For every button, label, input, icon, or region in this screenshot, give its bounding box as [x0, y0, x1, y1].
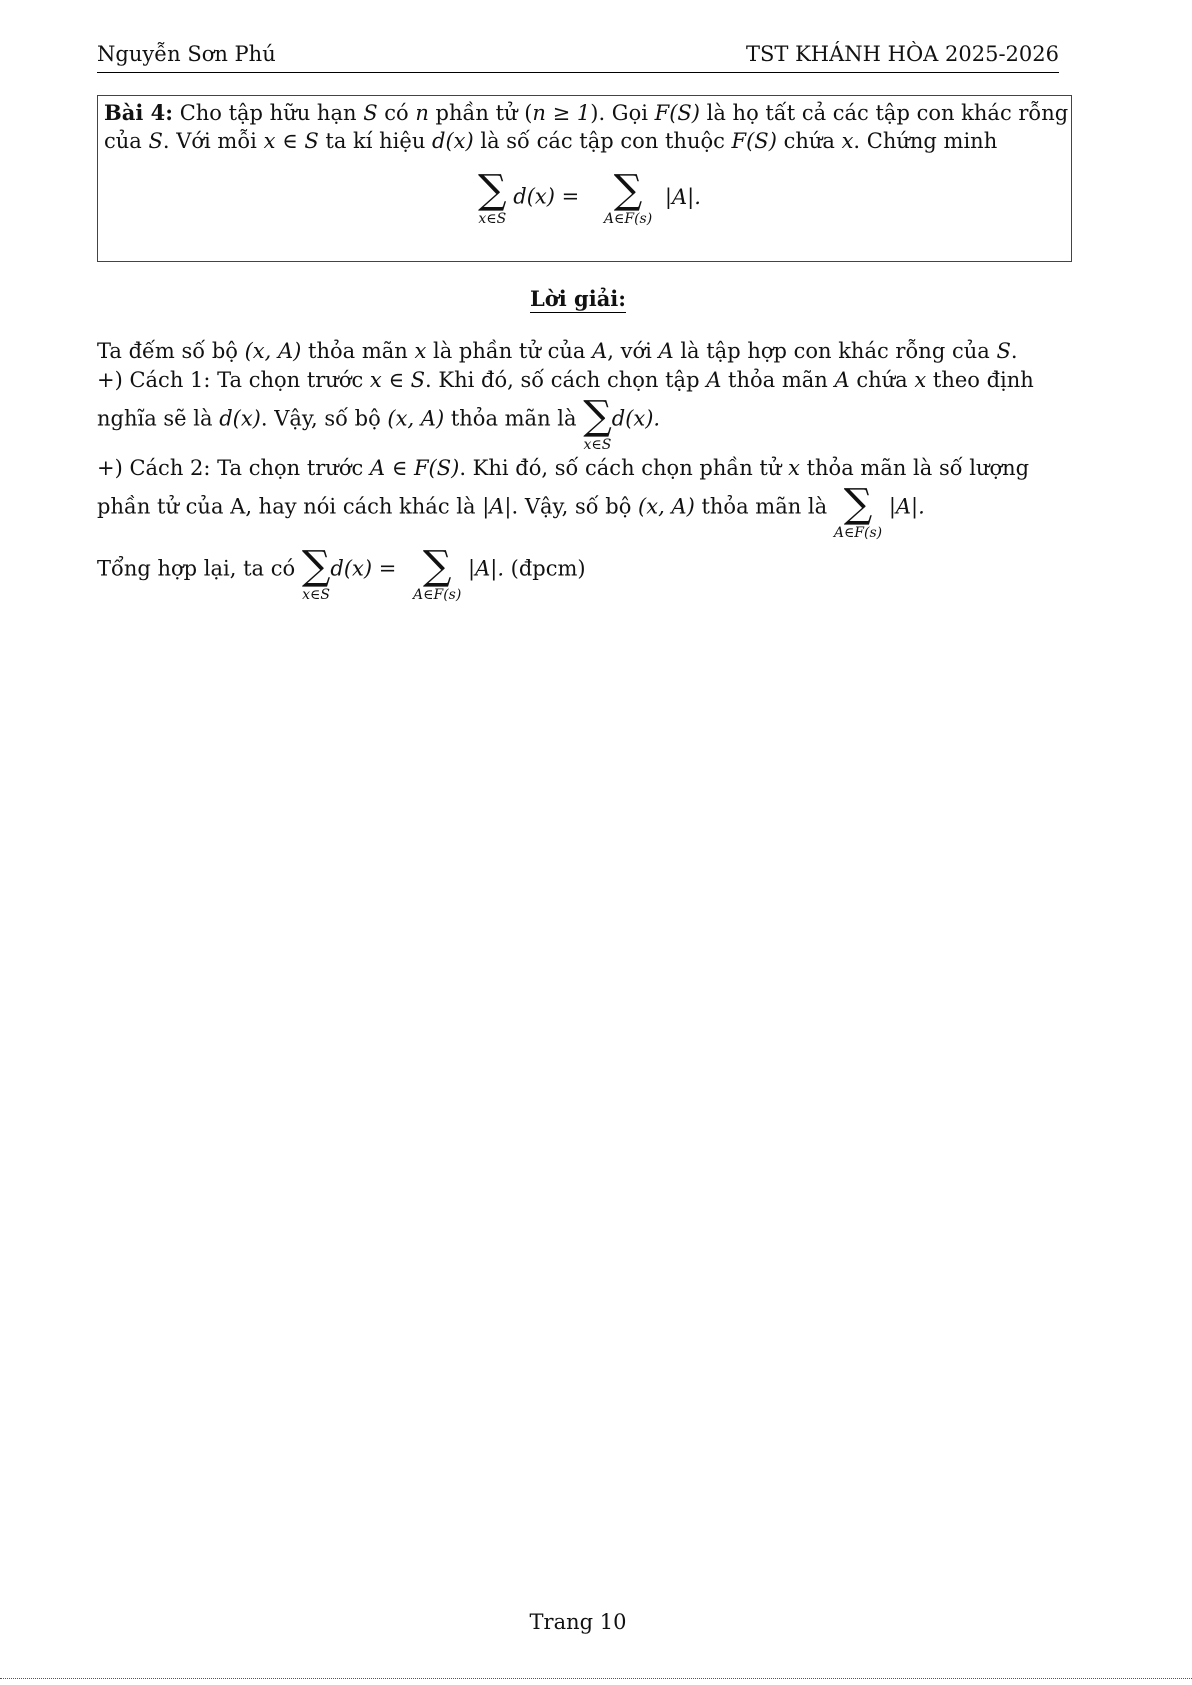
- sum-symbol: ∑ A∈F(s): [833, 481, 883, 541]
- text: phần tử (: [428, 101, 533, 125]
- page-header: [97, 42, 1059, 73]
- problem-box: [97, 95, 1072, 262]
- page-number: Trang 10: [529, 1610, 627, 1634]
- problem-formula: [478, 167, 701, 227]
- text: ta kí hiệu: [318, 129, 433, 153]
- author-name: Nguyễn Sơn Phú: [97, 42, 276, 66]
- text: là họ tất cả các tập con khác rỗng: [699, 101, 1069, 125]
- sum-symbol: ∑ x∈S: [301, 543, 331, 603]
- method-2-line-2: phần tử của A, hay nói cách khác là |A|. Vậy, số bộ (x, A) thỏa mãn là ∑ A∈F(s) |A|.: [97, 481, 925, 541]
- math: x: [841, 129, 854, 153]
- math: n: [415, 101, 429, 125]
- math: S: [363, 101, 378, 125]
- math: d(x): [432, 129, 474, 153]
- math: x ∈ S: [263, 129, 319, 153]
- conclusion-line: Tổng hợp lại, ta có ∑ x∈S d(x) = ∑ A∈F(s) |A|. (đpcm): [97, 543, 586, 603]
- page-divider: [0, 1678, 1192, 1679]
- method-2-line-1: +) Cách 2: Ta chọn trước A ∈ F(S). Khi đó, số cách chọn phần tử x thỏa mãn là số lượng: [97, 456, 1030, 480]
- solution-title: Lời giải:: [529, 286, 627, 311]
- method-1-line-1: +) Cách 1: Ta chọn trước x ∈ S. Khi đó, số cách chọn tập A thỏa mãn A chứa x theo định: [97, 368, 1034, 392]
- math: d(x) =: [513, 184, 580, 209]
- sum-symbol: ∑ A∈F(s): [603, 167, 653, 227]
- text: ). Gọi: [590, 101, 655, 125]
- solution-line-1: Ta đếm số bộ (x, A) thỏa mãn x là phần tử của A, với A là tập hợp con khác rỗng của S.: [97, 339, 1018, 363]
- text: của: [104, 129, 149, 153]
- problem-line-2: [104, 129, 997, 154]
- math: F(S): [654, 101, 700, 125]
- text: chứa: [776, 129, 842, 153]
- problem-label: Bài 4:: [104, 100, 174, 125]
- text: là số các tập con thuộc: [473, 129, 732, 153]
- exam-title: TST KHÁNH HÒA 2025-2026: [746, 42, 1059, 66]
- sum-symbol: ∑ x∈S: [583, 393, 612, 453]
- text: Cho tập hữu hạn: [173, 101, 364, 125]
- text: có: [377, 101, 416, 125]
- problem-line-1: [104, 100, 1068, 126]
- sum-symbol: ∑ x∈S: [478, 167, 507, 227]
- text: . Với mỗi: [162, 129, 264, 153]
- math: n ≥ 1: [532, 101, 591, 125]
- sum-symbol: ∑ A∈F(s): [413, 543, 462, 603]
- math: F(S): [731, 129, 777, 153]
- math: S: [148, 129, 163, 153]
- text: . Chứng minh: [853, 129, 998, 153]
- math: |A|.: [664, 184, 701, 209]
- method-1-line-2: nghĩa sẽ là d(x). Vậy, số bộ (x, A) thỏa mãn là ∑ x∈S d(x).: [97, 393, 661, 453]
